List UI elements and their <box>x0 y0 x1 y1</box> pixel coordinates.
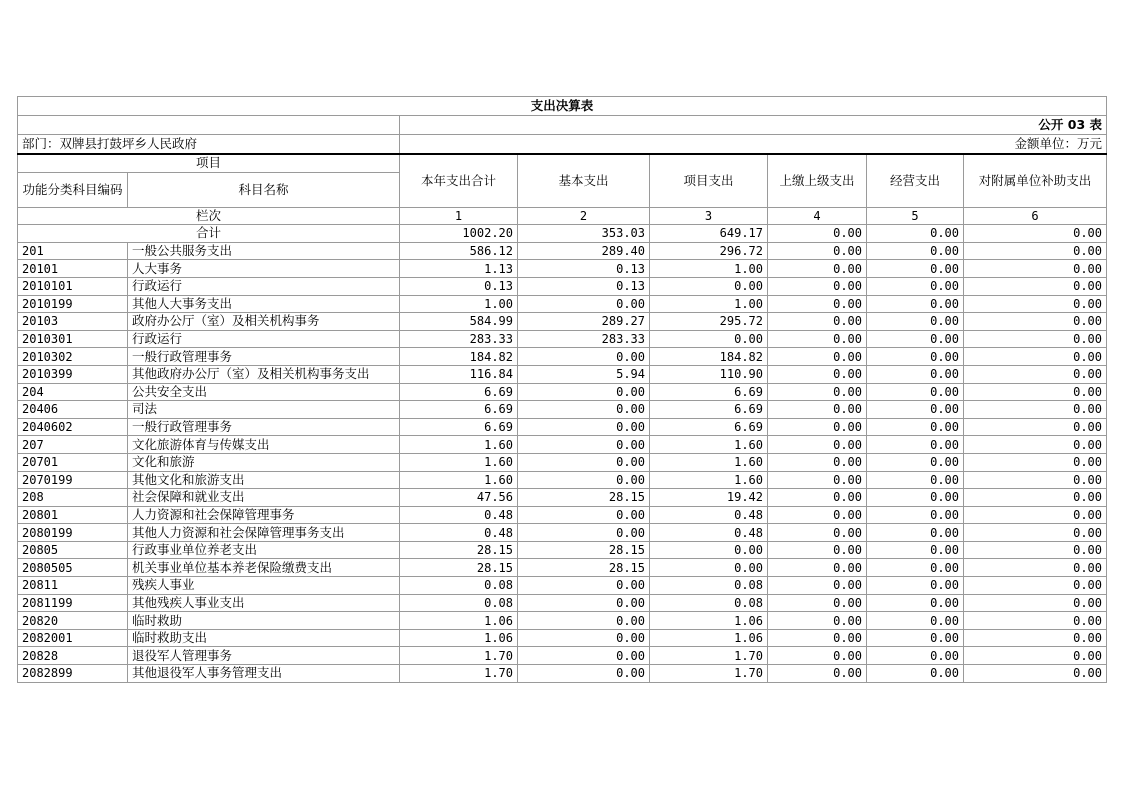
row-value: 0.00 <box>867 295 964 313</box>
table-row <box>18 506 1107 524</box>
total-value: 0.00 <box>867 225 964 243</box>
table-code: 公开 03 表 <box>400 116 1107 135</box>
row-name: 人力资源和社会保障管理事务 <box>128 506 400 524</box>
row-value: 584.99 <box>400 313 518 331</box>
row-value: 0.00 <box>518 506 650 524</box>
row-value: 0.00 <box>768 559 867 577</box>
row-code: 20101 <box>18 260 128 278</box>
row-name: 行政运行 <box>128 277 400 295</box>
total-label: 合计 <box>18 225 400 243</box>
row-value: 0.00 <box>768 277 867 295</box>
table-row <box>18 295 1107 313</box>
table-row <box>18 524 1107 542</box>
row-name: 退役军人管理事务 <box>128 647 400 665</box>
row-value: 116.84 <box>400 365 518 383</box>
table-row <box>18 489 1107 507</box>
row-value: 0.00 <box>964 313 1107 331</box>
row-name: 人大事务 <box>128 260 400 278</box>
row-name: 机关事业单位基本养老保险缴费支出 <box>128 559 400 577</box>
row-value: 0.00 <box>867 489 964 507</box>
row-value: 0.00 <box>867 401 964 419</box>
row-value: 1.60 <box>650 471 768 489</box>
row-value: 0.00 <box>768 401 867 419</box>
row-value: 0.13 <box>518 277 650 295</box>
row-value: 0.00 <box>867 647 964 665</box>
row-name: 其他政府办公厅（室）及相关机构事务支出 <box>128 365 400 383</box>
row-value: 0.00 <box>964 647 1107 665</box>
row-name: 一般行政管理事务 <box>128 348 400 366</box>
row-value: 586.12 <box>400 242 518 260</box>
row-value: 0.00 <box>518 647 650 665</box>
row-value: 0.00 <box>867 453 964 471</box>
row-value: 0.00 <box>768 612 867 630</box>
row-value: 0.00 <box>518 471 650 489</box>
row-code: 201 <box>18 242 128 260</box>
row-value: 0.00 <box>867 506 964 524</box>
row-value: 0.00 <box>518 453 650 471</box>
row-value: 0.00 <box>964 541 1107 559</box>
row-value: 0.00 <box>964 383 1107 401</box>
row-value: 6.69 <box>400 401 518 419</box>
row-value: 0.00 <box>867 594 964 612</box>
row-value: 1.00 <box>650 295 768 313</box>
row-value: 0.00 <box>768 541 867 559</box>
row-value: 28.15 <box>400 559 518 577</box>
col-number: 4 <box>768 207 867 225</box>
row-value: 184.82 <box>400 348 518 366</box>
row-code: 2082001 <box>18 629 128 647</box>
row-value: 0.00 <box>964 260 1107 278</box>
row-value: 0.00 <box>964 365 1107 383</box>
table-row <box>18 541 1107 559</box>
row-name: 其他残疾人事业支出 <box>128 594 400 612</box>
table-row <box>18 330 1107 348</box>
row-name: 临时救助 <box>128 612 400 630</box>
table-row <box>18 577 1107 595</box>
row-code: 2080505 <box>18 559 128 577</box>
row-value: 0.00 <box>650 541 768 559</box>
row-value: 1.06 <box>400 612 518 630</box>
row-code: 20801 <box>18 506 128 524</box>
row-value: 0.00 <box>964 665 1107 683</box>
row-value: 0.00 <box>768 348 867 366</box>
row-value: 0.00 <box>518 524 650 542</box>
row-value: 0.00 <box>768 365 867 383</box>
row-code: 2080199 <box>18 524 128 542</box>
row-value: 0.00 <box>768 383 867 401</box>
row-value: 19.42 <box>650 489 768 507</box>
row-value: 1.70 <box>650 647 768 665</box>
row-value: 0.00 <box>867 541 964 559</box>
row-value: 0.00 <box>518 665 650 683</box>
row-value: 0.00 <box>768 647 867 665</box>
row-value: 0.00 <box>518 418 650 436</box>
row-value: 0.00 <box>867 629 964 647</box>
row-value: 289.27 <box>518 313 650 331</box>
row-code: 2010199 <box>18 295 128 313</box>
total-row <box>18 225 1107 243</box>
row-value: 0.00 <box>867 665 964 683</box>
row-value: 0.00 <box>867 524 964 542</box>
total-value: 0.00 <box>768 225 867 243</box>
row-value: 0.00 <box>768 295 867 313</box>
row-code: 20103 <box>18 313 128 331</box>
row-code: 207 <box>18 436 128 454</box>
header-code: 功能分类科目编码 <box>18 172 128 207</box>
row-value: 1.13 <box>400 260 518 278</box>
row-value: 0.00 <box>650 277 768 295</box>
row-value: 283.33 <box>400 330 518 348</box>
row-value: 1.06 <box>400 629 518 647</box>
row-name: 一般行政管理事务 <box>128 418 400 436</box>
row-code: 2010101 <box>18 277 128 295</box>
row-value: 0.00 <box>650 559 768 577</box>
row-value: 0.00 <box>768 418 867 436</box>
row-value: 1.60 <box>650 453 768 471</box>
header-upper: 上缴上级支出 <box>768 154 867 207</box>
header-subsidy: 对附属单位补助支出 <box>964 154 1107 207</box>
row-value: 0.48 <box>400 506 518 524</box>
row-value: 0.00 <box>964 242 1107 260</box>
row-code: 2040602 <box>18 418 128 436</box>
row-name: 行政事业单位养老支出 <box>128 541 400 559</box>
row-value: 6.69 <box>400 418 518 436</box>
table-row <box>18 313 1107 331</box>
row-value: 1.70 <box>400 647 518 665</box>
col-number: 3 <box>650 207 768 225</box>
row-value: 0.00 <box>867 277 964 295</box>
row-value: 0.00 <box>867 313 964 331</box>
row-value: 0.08 <box>650 577 768 595</box>
table-row <box>18 260 1107 278</box>
department-label: 部门：双牌县打鼓坪乡人民政府 <box>18 135 400 155</box>
row-code: 2081199 <box>18 594 128 612</box>
table-row <box>18 418 1107 436</box>
col-number: 1 <box>400 207 518 225</box>
row-value: 0.00 <box>650 330 768 348</box>
row-value: 0.00 <box>964 330 1107 348</box>
row-value: 0.00 <box>518 383 650 401</box>
row-value: 0.00 <box>768 594 867 612</box>
total-value: 1002.20 <box>400 225 518 243</box>
row-value: 1.06 <box>650 629 768 647</box>
row-value: 0.13 <box>518 260 650 278</box>
table-row <box>18 348 1107 366</box>
row-value: 1.60 <box>650 436 768 454</box>
row-name: 临时救助支出 <box>128 629 400 647</box>
row-name: 行政运行 <box>128 330 400 348</box>
row-value: 0.00 <box>964 577 1107 595</box>
row-value: 6.69 <box>650 383 768 401</box>
table-row <box>18 436 1107 454</box>
table-row <box>18 629 1107 647</box>
row-code: 2010301 <box>18 330 128 348</box>
row-value: 0.00 <box>867 559 964 577</box>
row-name: 其他人大事务支出 <box>128 295 400 313</box>
col-number: 2 <box>518 207 650 225</box>
row-value: 0.00 <box>964 629 1107 647</box>
row-name: 一般公共服务支出 <box>128 242 400 260</box>
table-row <box>18 665 1107 683</box>
row-value: 0.00 <box>768 453 867 471</box>
row-value: 0.00 <box>768 436 867 454</box>
title-spacer <box>18 116 400 135</box>
row-value: 28.15 <box>400 541 518 559</box>
row-value: 28.15 <box>518 559 650 577</box>
row-value: 0.00 <box>964 453 1107 471</box>
row-value: 0.00 <box>964 471 1107 489</box>
table-row <box>18 612 1107 630</box>
row-value: 0.00 <box>867 471 964 489</box>
unit-label: 金额单位：万元 <box>400 135 1107 155</box>
row-name: 残疾人事业 <box>128 577 400 595</box>
table-row <box>18 594 1107 612</box>
row-code: 2010302 <box>18 348 128 366</box>
row-value: 1.60 <box>400 453 518 471</box>
header-item: 项目 <box>18 154 400 172</box>
row-value: 1.60 <box>400 471 518 489</box>
header-basic: 基本支出 <box>518 154 650 207</box>
row-value: 0.00 <box>964 506 1107 524</box>
row-value: 0.00 <box>518 436 650 454</box>
row-value: 1.00 <box>400 295 518 313</box>
row-value: 184.82 <box>650 348 768 366</box>
row-value: 0.00 <box>768 313 867 331</box>
row-value: 283.33 <box>518 330 650 348</box>
row-value: 0.00 <box>964 489 1107 507</box>
row-value: 0.48 <box>650 506 768 524</box>
row-value: 0.00 <box>964 436 1107 454</box>
total-value: 0.00 <box>964 225 1107 243</box>
row-value: 289.40 <box>518 242 650 260</box>
row-value: 296.72 <box>650 242 768 260</box>
row-value: 0.08 <box>400 577 518 595</box>
row-value: 0.00 <box>768 629 867 647</box>
table-row <box>18 647 1107 665</box>
row-value: 0.00 <box>867 365 964 383</box>
row-value: 6.69 <box>650 401 768 419</box>
row-code: 2070199 <box>18 471 128 489</box>
row-value: 0.00 <box>768 506 867 524</box>
row-code: 20805 <box>18 541 128 559</box>
row-value: 0.48 <box>400 524 518 542</box>
row-value: 0.00 <box>518 295 650 313</box>
row-value: 0.00 <box>518 348 650 366</box>
row-value: 1.70 <box>650 665 768 683</box>
row-value: 0.00 <box>518 612 650 630</box>
row-value: 0.00 <box>768 577 867 595</box>
table-row <box>18 277 1107 295</box>
row-name: 文化和旅游 <box>128 453 400 471</box>
row-value: 1.06 <box>650 612 768 630</box>
row-value: 0.00 <box>768 260 867 278</box>
header-business: 经营支出 <box>867 154 964 207</box>
row-value: 0.00 <box>964 418 1107 436</box>
row-name: 其他文化和旅游支出 <box>128 471 400 489</box>
row-value: 28.15 <box>518 489 650 507</box>
header-column-no: 栏次 <box>18 207 400 225</box>
row-value: 0.00 <box>964 348 1107 366</box>
row-name: 其他人力资源和社会保障管理事务支出 <box>128 524 400 542</box>
row-value: 0.00 <box>964 559 1107 577</box>
table-row <box>18 401 1107 419</box>
row-name: 其他退役军人事务管理支出 <box>128 665 400 683</box>
row-value: 0.08 <box>400 594 518 612</box>
row-value: 0.00 <box>768 665 867 683</box>
row-code: 20406 <box>18 401 128 419</box>
row-value: 6.69 <box>400 383 518 401</box>
row-value: 1.00 <box>650 260 768 278</box>
header-name: 科目名称 <box>128 172 400 207</box>
row-name: 社会保障和就业支出 <box>128 489 400 507</box>
expenditure-table <box>17 96 1107 683</box>
expenditure-sheet <box>17 96 1106 683</box>
header-total: 本年支出合计 <box>400 154 518 207</box>
table-row <box>18 453 1107 471</box>
row-value: 295.72 <box>650 313 768 331</box>
row-code: 20701 <box>18 453 128 471</box>
row-value: 0.00 <box>964 524 1107 542</box>
row-code: 2082899 <box>18 665 128 683</box>
row-value: 0.00 <box>964 594 1107 612</box>
row-value: 0.00 <box>867 383 964 401</box>
row-name: 政府办公厅（室）及相关机构事务 <box>128 313 400 331</box>
row-value: 0.00 <box>867 348 964 366</box>
row-value: 0.00 <box>867 330 964 348</box>
row-value: 0.00 <box>867 242 964 260</box>
row-value: 0.00 <box>518 629 650 647</box>
row-value: 0.00 <box>867 260 964 278</box>
row-value: 0.00 <box>964 295 1107 313</box>
row-value: 47.56 <box>400 489 518 507</box>
row-value: 0.48 <box>650 524 768 542</box>
row-value: 110.90 <box>650 365 768 383</box>
row-value: 0.00 <box>768 489 867 507</box>
row-value: 0.13 <box>400 277 518 295</box>
row-value: 0.00 <box>768 524 867 542</box>
row-value: 0.00 <box>768 330 867 348</box>
header-project: 项目支出 <box>650 154 768 207</box>
row-name: 司法 <box>128 401 400 419</box>
row-value: 0.00 <box>867 436 964 454</box>
row-value: 0.00 <box>867 577 964 595</box>
row-value: 5.94 <box>518 365 650 383</box>
table-title: 支出决算表 <box>18 97 1107 116</box>
total-value: 649.17 <box>650 225 768 243</box>
row-value: 0.00 <box>518 594 650 612</box>
table-row <box>18 559 1107 577</box>
row-value: 0.00 <box>768 242 867 260</box>
row-value: 0.00 <box>964 401 1107 419</box>
row-value: 0.00 <box>964 277 1107 295</box>
total-value: 353.03 <box>518 225 650 243</box>
table-row <box>18 383 1107 401</box>
table-row <box>18 471 1107 489</box>
row-code: 20820 <box>18 612 128 630</box>
row-value: 28.15 <box>518 541 650 559</box>
row-value: 0.00 <box>964 612 1107 630</box>
table-row <box>18 242 1107 260</box>
row-value: 1.70 <box>400 665 518 683</box>
row-value: 0.00 <box>518 401 650 419</box>
row-code: 20828 <box>18 647 128 665</box>
row-value: 6.69 <box>650 418 768 436</box>
table-row <box>18 365 1107 383</box>
row-code: 208 <box>18 489 128 507</box>
row-value: 0.00 <box>518 577 650 595</box>
col-number: 5 <box>867 207 964 225</box>
row-value: 1.60 <box>400 436 518 454</box>
row-value: 0.00 <box>867 612 964 630</box>
row-value: 0.00 <box>867 418 964 436</box>
row-code: 204 <box>18 383 128 401</box>
row-value: 0.08 <box>650 594 768 612</box>
row-code: 2010399 <box>18 365 128 383</box>
row-value: 0.00 <box>768 471 867 489</box>
row-code: 20811 <box>18 577 128 595</box>
row-name: 文化旅游体育与传媒支出 <box>128 436 400 454</box>
row-name: 公共安全支出 <box>128 383 400 401</box>
col-number: 6 <box>964 207 1107 225</box>
